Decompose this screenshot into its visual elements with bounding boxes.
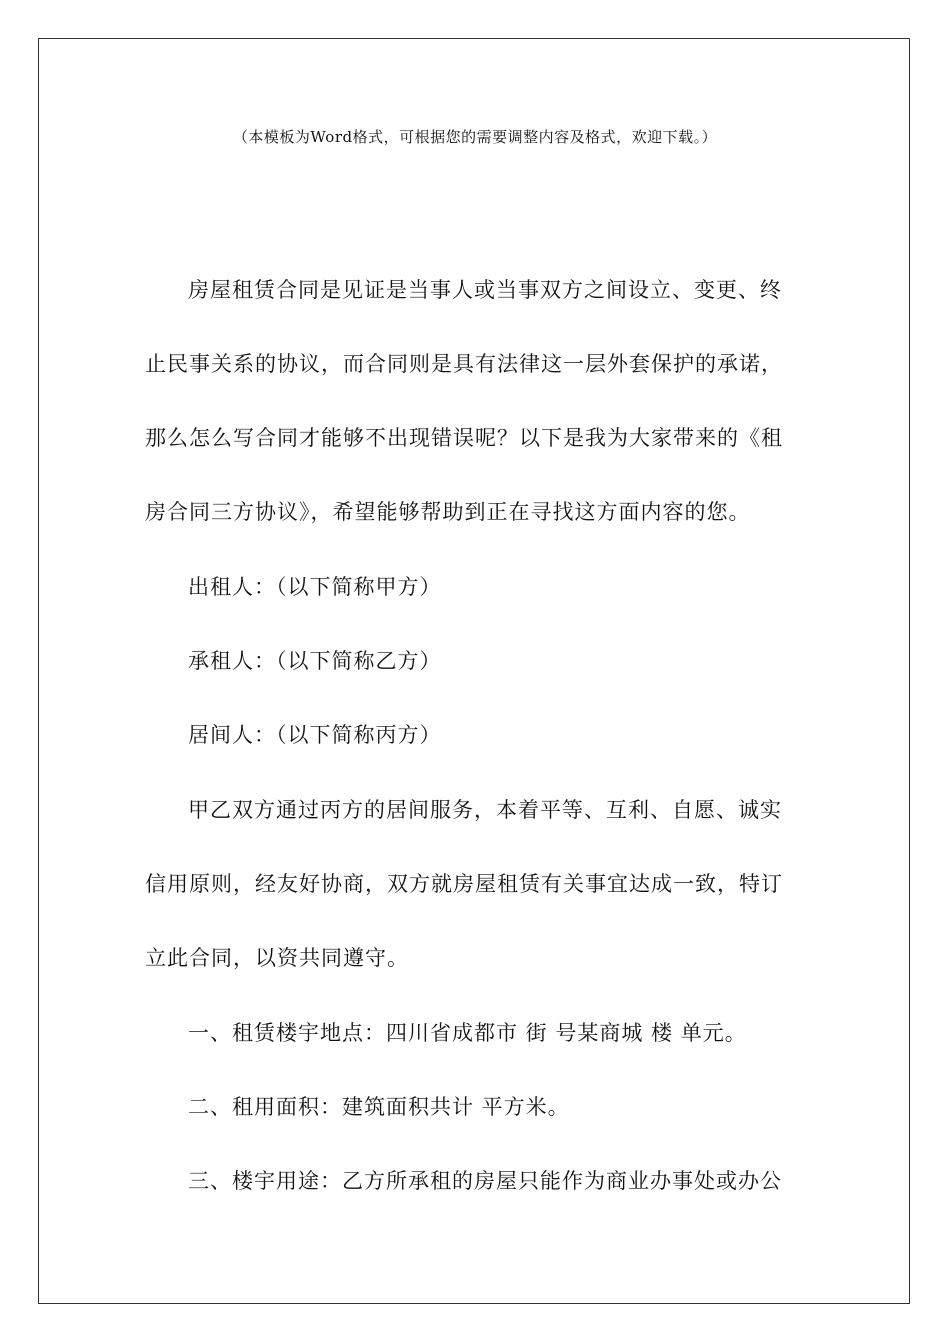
- paragraph-intro-line-1: 房屋租赁合同是见证是当事人或当事双方之间设立、变更、终: [188, 278, 782, 302]
- clause-2-area: 二、租用面积：建筑面积共计 平方米。: [188, 1095, 570, 1119]
- intermediary-line: 居间人：（以下简称丙方）: [188, 723, 442, 747]
- paragraph-intro-line-4: 房合同三方协议》，希望能够帮助到正在寻找这方面内容的您。: [145, 500, 751, 524]
- paragraph-agreement-line-1: 甲乙双方通过丙方的居间服务，本着平等、互利、自愿、诚实: [188, 798, 782, 822]
- paragraph-agreement-line-3: 立此合同，以资共同遵守。: [145, 946, 409, 970]
- paragraph-agreement-line-2: 信用原则，经友好协商，双方就房屋租赁有关事宜达成一致，特订: [145, 872, 783, 896]
- clause-1-location: 一、租赁楼宇地点：四川省成都市 街 号某商城 楼 单元。: [188, 1021, 747, 1045]
- clause-3-usage: 三、楼宇用途：乙方所承租的房屋只能作为商业办事处或办公: [188, 1169, 782, 1193]
- lessee-line: 承租人：（以下简称乙方）: [188, 649, 442, 673]
- paragraph-intro-line-3: 那么怎么写合同才能够不出现错误呢？以下是我为大家带来的《租: [145, 426, 783, 450]
- lessor-line: 出租人：（以下简称甲方）: [188, 575, 442, 599]
- template-note: （本模板为Word格式，可根据您的需要调整内容及格式，欢迎下载。）: [232, 128, 718, 146]
- paragraph-intro-line-2: 止民事关系的协议，而合同则是具有法律这一层外套保护的承诺，: [145, 352, 783, 376]
